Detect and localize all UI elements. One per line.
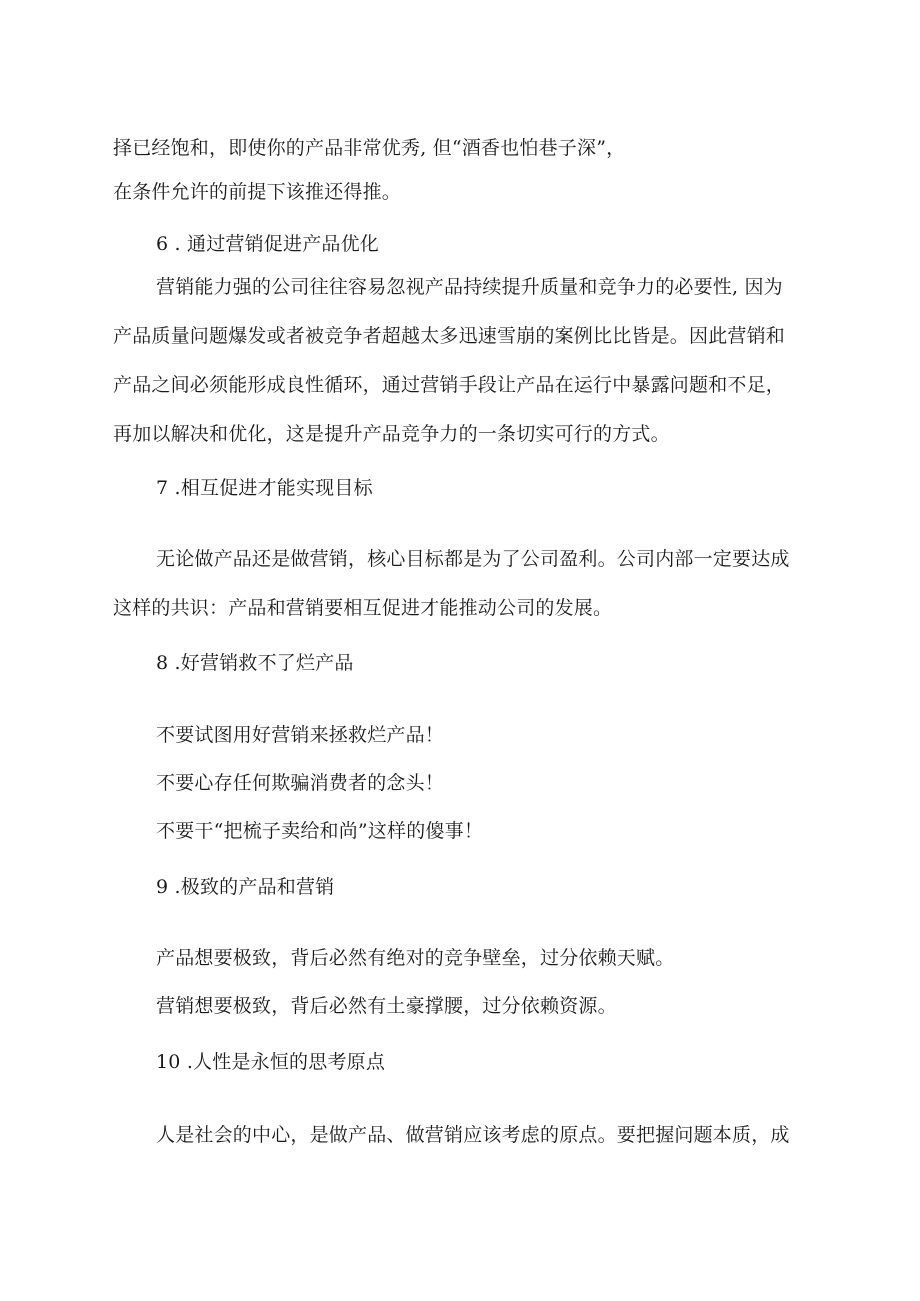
section-6-heading: 6 . 通过营销促进产品优化	[156, 233, 380, 255]
section-9-line-2: 营销想要极致，背后必然有土豪撑腰，过分依赖资源。	[156, 995, 617, 1017]
section-7-heading: 7 .相互促进才能实现目标	[156, 477, 373, 499]
intro-line-1: 择已经饱和，即使你的产品非常优秀, 但“酒香也怕巷子深”，	[113, 137, 626, 159]
section-10-heading: 10 .人性是永恒的思考原点	[156, 1051, 386, 1073]
section-6-line-4: 再加以解决和优化，这是提升产品竞争力的一条切实可行的方式。	[113, 423, 670, 445]
section-8-heading: 8 .好营销救不了烂产品	[156, 652, 354, 674]
section-10-line-1: 人是社会的中心，是做产品、做营销应该考虑的原点。要把握问题本质，成	[156, 1124, 790, 1146]
section-9-heading: 9 .极致的产品和营销	[156, 876, 335, 898]
section-6-line-2: 产品质量问题爆发或者被竞争者超越太多迅速雪崩的案例比比皆是。因此营销和	[113, 325, 786, 347]
intro-line-2: 在条件允许的前提下该推还得推。	[113, 181, 402, 203]
section-7-line-2: 这样的共识：产品和营销要相互促进才能推动公司的发展。	[113, 597, 613, 619]
section-6-line-3: 产品之间必须能形成良性循环，通过营销手段让产品在运行中暴露问题和不足，	[113, 374, 786, 396]
section-6-line-1: 营销能力强的公司往往容易忽视产品持续提升质量和竞争力的必要性, 因为	[156, 276, 783, 298]
section-7-line-1: 无论做产品还是做营销，核心目标都是为了公司盈利。公司内部一定要达成	[156, 548, 790, 570]
section-9-line-1: 产品想要极致，背后必然有绝对的竞争壁垒，过分依赖天赋。	[156, 947, 675, 969]
section-8-line-1: 不要试图用好营销来拯救烂产品！	[156, 724, 445, 746]
section-8-line-3: 不要干“把梳子卖给和尚”这样的傻事！	[156, 820, 484, 842]
section-8-line-2: 不要心存任何欺骗消费者的念头！	[156, 772, 445, 794]
